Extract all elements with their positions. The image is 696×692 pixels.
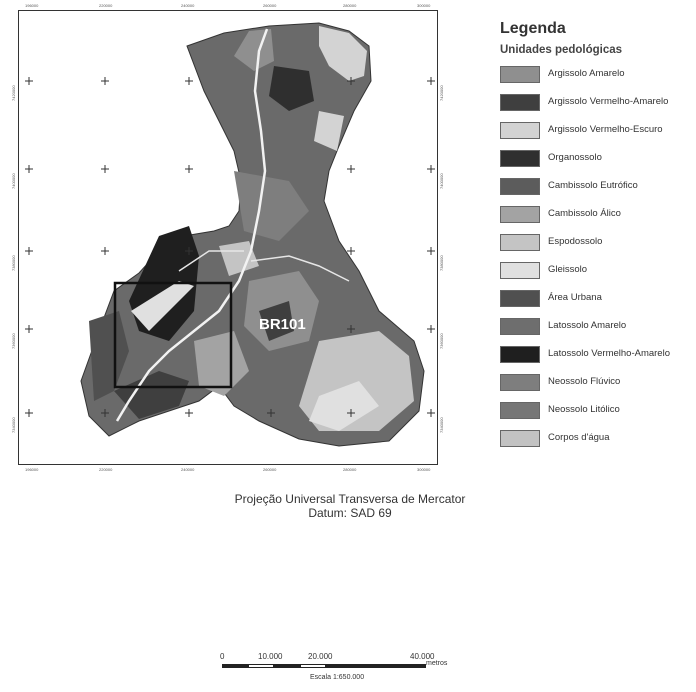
legend-item [500,340,690,368]
legend-label: Corpos d'água [548,432,610,443]
legend-item [500,144,690,172]
right-tick-1: 7420000 [439,85,444,101]
legend-swatch [500,150,540,167]
right-tick-2: 7400000 [439,173,444,189]
legend-swatch [500,374,540,391]
legend-label: Gleissolo [548,264,588,275]
legend-item [500,60,690,88]
legend-swatch [500,178,540,195]
scale-bar [218,652,458,692]
legend-swatch [500,234,540,251]
legend-items [500,60,690,452]
legend-label: Espodossolo [548,236,603,247]
legend-item [500,368,690,396]
legend-title: Legenda [500,20,566,37]
top-tick-4: 260000 [263,3,277,8]
legend-item [500,312,690,340]
road-label: BR101 [259,316,306,333]
left-tick-4: 7360000 [11,333,16,349]
scale-segment-4 [300,664,326,668]
legend-label: Argissolo Vermelho-Escuro [548,124,663,135]
legend-swatch [500,346,540,363]
legend-label: Argissolo Amarelo [548,68,625,79]
top-tick-6: 300000 [417,3,431,8]
legend-swatch [500,206,540,223]
legend-label: Área Urbana [548,292,602,303]
top-tick-2: 220000 [99,3,113,8]
bottom-tick-2: 220000 [99,467,113,472]
legend-item [500,284,690,312]
legend-label: Neossolo Flúvico [548,376,621,387]
legend-item [500,200,690,228]
legend-subtitle: Unidades pedológicas [500,44,623,56]
legend-label: Cambissolo Eutrófico [548,180,638,191]
legend-swatch [500,262,540,279]
top-tick-5: 280000 [343,3,357,8]
legend-item [500,116,690,144]
scale-label-20000: 20.000 [308,652,333,661]
legend-swatch [500,122,540,139]
right-tick-5: 7340000 [439,417,444,433]
right-tick-3: 7380000 [439,255,444,271]
bottom-tick-6: 300000 [417,467,431,472]
scale-segment-3 [274,664,300,668]
legend-swatch [500,66,540,83]
legend-label: Cambissolo Álico [548,208,621,219]
legend-swatch [500,402,540,419]
legend-item [500,172,690,200]
left-tick-1: 7420000 [11,85,16,101]
legend-swatch [500,290,540,307]
scale-segment-2 [248,664,274,668]
legend-item [500,88,690,116]
left-tick-3: 7380000 [11,255,16,271]
legend-item [500,424,690,452]
legend-label: Neossolo Litólico [548,404,620,415]
legend-swatch [500,94,540,111]
scale-label-0: 0 [220,652,225,661]
left-tick-5: 7340000 [11,417,16,433]
legend-label: Latossolo Vermelho-Amarelo [548,348,670,359]
projection-line: Projeção Universal Transversa de Mercator [234,492,466,506]
legend-swatch [500,318,540,335]
scale-segment-1 [222,664,248,668]
scale-segment-5 [326,664,426,668]
left-tick-2: 7400000 [11,173,16,189]
datum-line: Datum: SAD 69 [308,506,392,520]
bottom-tick-1: 196000 [25,467,39,472]
map-frame [11,3,444,472]
scale-label-40000: 40.000 [410,652,435,661]
scale-label-10000: 10.000 [258,652,283,661]
legend [500,20,690,452]
legend-label: Organossolo [548,152,602,163]
bottom-tick-3: 240000 [181,467,195,472]
legend-item [500,228,690,256]
scale-ratio: Escala 1:650.000 [310,674,365,681]
legend-item [500,396,690,424]
top-tick-1: 196000 [25,3,39,8]
bottom-tick-5: 280000 [343,467,357,472]
right-tick-4: 7360000 [439,333,444,349]
soil-map [19,11,439,466]
top-tick-3: 240000 [181,3,195,8]
legend-label: Argissolo Vermelho-Amarelo [548,96,669,107]
legend-label: Latossolo Amarelo [548,320,627,331]
legend-item [500,256,690,284]
scale-unit: metros [426,660,448,667]
legend-swatch [500,430,540,447]
bottom-tick-4: 260000 [263,467,277,472]
projection-note [175,492,525,520]
